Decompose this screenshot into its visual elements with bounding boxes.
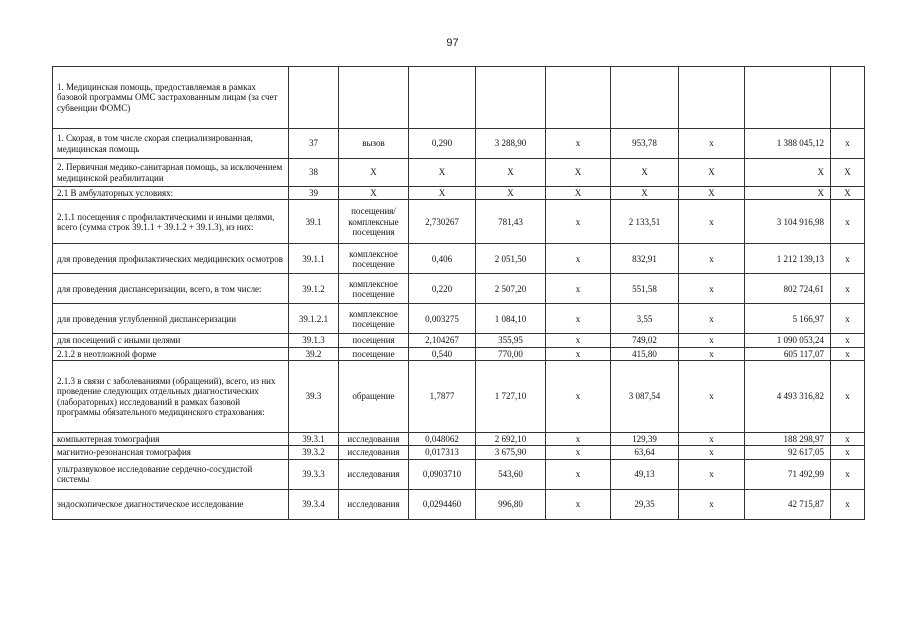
row-volume-norm-cell: 0,017313 xyxy=(409,446,476,459)
row-total-cell: 802 724,61 xyxy=(745,274,831,304)
row-code-cell: 39.1 xyxy=(289,200,339,244)
row-name-cell: магнитно-резонансная томография xyxy=(53,446,289,459)
row-col10-cell: х xyxy=(831,433,865,446)
row-total-cell: 3 104 916,98 xyxy=(745,200,831,244)
row-cost-norm-cell: 2 051,50 xyxy=(476,244,546,274)
row-cost-norm-cell: 1 727,10 xyxy=(476,361,546,433)
row-volume-norm-cell: Х xyxy=(409,159,476,187)
page-number: 97 xyxy=(446,37,459,49)
row-col10-cell: х xyxy=(831,489,865,519)
row-volume-norm-cell: Х xyxy=(409,187,476,200)
row-col10-cell: х xyxy=(831,347,865,360)
row-per-capita-cell: 415,80 xyxy=(611,347,679,360)
row-name-cell: для проведения профилактических медицинских осмотров xyxy=(53,244,289,274)
row-col8-cell: Х xyxy=(679,159,745,187)
row-code-cell: 39.1.2.1 xyxy=(289,304,339,334)
row-unit-cell: исследования xyxy=(339,459,409,489)
row-name-cell: для проведения углубленной диспансеризации xyxy=(53,304,289,334)
row-code-cell: 39.3.2 xyxy=(289,446,339,459)
row-col10-cell: Х xyxy=(831,159,865,187)
row-col10-cell: х xyxy=(831,304,865,334)
row-name-cell: 2.1.1 посещения с профилактическими и иными целями, всего (сумма строк 39.1.1 + 39.1.2 + 39.1.3), из них: xyxy=(53,200,289,244)
row-unit-cell: комплексное посещение xyxy=(339,304,409,334)
row-name-cell: компьютерная томография xyxy=(53,433,289,446)
row-unit-cell: исследования xyxy=(339,489,409,519)
row-col10-cell: х xyxy=(831,200,865,244)
row-per-capita-cell: 49,13 xyxy=(611,459,679,489)
row-col10-cell: х xyxy=(831,274,865,304)
table-row xyxy=(53,446,865,459)
row-code-cell: 39.3 xyxy=(289,361,339,433)
row-col10-cell: Х xyxy=(831,187,865,200)
row-col6-cell: Х xyxy=(546,187,611,200)
row-volume-norm-cell: 0,0294460 xyxy=(409,489,476,519)
row-name-cell: для посещений с иными целями xyxy=(53,334,289,347)
row-cost-norm-cell: 2 692,10 xyxy=(476,433,546,446)
row-cost-norm-cell: 355,95 xyxy=(476,334,546,347)
row-code-cell: 38 xyxy=(289,159,339,187)
row-volume-norm-cell: 0,003275 xyxy=(409,304,476,334)
row-code-cell: 39.3.1 xyxy=(289,433,339,446)
row-total-cell: 4 493 316,82 xyxy=(745,361,831,433)
row-col6-cell: х xyxy=(546,200,611,244)
row-col8-cell: х xyxy=(679,433,745,446)
table-row xyxy=(53,274,865,304)
row-per-capita-cell xyxy=(611,67,679,129)
row-col8-cell: х xyxy=(679,347,745,360)
row-total-cell: 71 492,99 xyxy=(745,459,831,489)
row-volume-norm-cell: 2,104267 xyxy=(409,334,476,347)
table-row xyxy=(53,347,865,360)
row-per-capita-cell: Х xyxy=(611,159,679,187)
row-total-cell: 1 090 053,24 xyxy=(745,334,831,347)
row-total-cell: 1 388 045,12 xyxy=(745,129,831,159)
row-cost-norm-cell: 3 288,90 xyxy=(476,129,546,159)
row-total-cell xyxy=(745,67,831,129)
row-name-cell: 2.1.3 в связи с заболеваниями (обращений), всего, из них проведение следующих отдельных диагностических (лабораторных) исследований в рамках базовой программы обязательного медицинского страхования: xyxy=(53,361,289,433)
row-name-cell: для проведения диспансеризации, всего, в том числе: xyxy=(53,274,289,304)
row-col8-cell: х xyxy=(679,361,745,433)
row-col6-cell: х xyxy=(546,433,611,446)
table-row xyxy=(53,244,865,274)
row-volume-norm-cell: 2,730267 xyxy=(409,200,476,244)
row-unit-cell: посещение xyxy=(339,347,409,360)
row-unit-cell: Х xyxy=(339,159,409,187)
row-volume-norm-cell: 0,406 xyxy=(409,244,476,274)
row-unit-cell: обращение xyxy=(339,361,409,433)
row-cost-norm-cell: 543,60 xyxy=(476,459,546,489)
data-table xyxy=(52,66,865,520)
row-total-cell: 42 715,87 xyxy=(745,489,831,519)
row-col10-cell: х xyxy=(831,244,865,274)
row-col10-cell: х xyxy=(831,129,865,159)
row-col8-cell: х xyxy=(679,304,745,334)
row-col8-cell: х xyxy=(679,446,745,459)
row-col6-cell: х xyxy=(546,361,611,433)
row-per-capita-cell: 749,02 xyxy=(611,334,679,347)
row-name-cell: ультразвуковое исследование сердечно-сосудистой системы xyxy=(53,459,289,489)
row-col8-cell: х xyxy=(679,459,745,489)
row-per-capita-cell: 63,64 xyxy=(611,446,679,459)
row-total-cell: Х xyxy=(745,187,831,200)
row-col6-cell: х xyxy=(546,244,611,274)
row-name-cell: 2. Первичная медико-санитарная помощь, за исключением медицинской реабилитации xyxy=(53,159,289,187)
row-col6-cell: х xyxy=(546,304,611,334)
table-body xyxy=(53,67,865,520)
table-row xyxy=(53,67,865,129)
row-per-capita-cell: 3 087,54 xyxy=(611,361,679,433)
row-col8-cell: х xyxy=(679,200,745,244)
row-name-cell: 1. Скорая, в том числе скорая специализированная, медицинская помощь xyxy=(53,129,289,159)
row-cost-norm-cell: Х xyxy=(476,159,546,187)
row-cost-norm-cell: 1 084,10 xyxy=(476,304,546,334)
row-cost-norm-cell: 2 507,20 xyxy=(476,274,546,304)
row-per-capita-cell: 3,55 xyxy=(611,304,679,334)
row-per-capita-cell: Х xyxy=(611,187,679,200)
row-col8-cell: х xyxy=(679,489,745,519)
row-col8-cell: х xyxy=(679,334,745,347)
row-name-cell: 1. Медицинская помощь, предоставляемая в рамках базовой программы ОМС застрахованным лицам (за счет субвенции ФОМС) xyxy=(53,67,289,129)
row-code-cell: 39.3.4 xyxy=(289,489,339,519)
row-col10-cell: х xyxy=(831,361,865,433)
row-per-capita-cell: 832,91 xyxy=(611,244,679,274)
row-unit-cell: комплексное посещение xyxy=(339,244,409,274)
row-unit-cell: посещения/комплексные посещения xyxy=(339,200,409,244)
row-unit-cell xyxy=(339,67,409,129)
row-col8-cell: Х xyxy=(679,187,745,200)
table-row xyxy=(53,459,865,489)
row-per-capita-cell: 551,58 xyxy=(611,274,679,304)
row-total-cell: 188 298,97 xyxy=(745,433,831,446)
row-unit-cell: комплексное посещение xyxy=(339,274,409,304)
row-name-cell: эндоскопическое диагностическое исследование xyxy=(53,489,289,519)
table-row xyxy=(53,200,865,244)
row-col10-cell: х xyxy=(831,459,865,489)
table-row xyxy=(53,489,865,519)
row-col6-cell: х xyxy=(546,334,611,347)
row-cost-norm-cell xyxy=(476,67,546,129)
row-code-cell: 39 xyxy=(289,187,339,200)
table-row xyxy=(53,334,865,347)
table-row xyxy=(53,361,865,433)
row-volume-norm-cell xyxy=(409,67,476,129)
row-col10-cell xyxy=(831,67,865,129)
row-col6-cell: х xyxy=(546,129,611,159)
table-row xyxy=(53,304,865,334)
table-row xyxy=(53,129,865,159)
row-col10-cell: х xyxy=(831,334,865,347)
row-code-cell: 39.2 xyxy=(289,347,339,360)
row-per-capita-cell: 29,35 xyxy=(611,489,679,519)
row-volume-norm-cell: 1,7877 xyxy=(409,361,476,433)
row-total-cell: 5 166,97 xyxy=(745,304,831,334)
row-col8-cell: х xyxy=(679,244,745,274)
row-code-cell: 39.3.3 xyxy=(289,459,339,489)
row-col8-cell xyxy=(679,67,745,129)
row-per-capita-cell: 953,78 xyxy=(611,129,679,159)
row-code-cell: 37 xyxy=(289,129,339,159)
row-unit-cell: посещения xyxy=(339,334,409,347)
table-row xyxy=(53,187,865,200)
row-col8-cell: х xyxy=(679,274,745,304)
row-cost-norm-cell: Х xyxy=(476,187,546,200)
row-total-cell: 92 617,05 xyxy=(745,446,831,459)
row-volume-norm-cell: 0,220 xyxy=(409,274,476,304)
row-cost-norm-cell: 781,43 xyxy=(476,200,546,244)
row-col6-cell xyxy=(546,67,611,129)
row-unit-cell: вызов xyxy=(339,129,409,159)
row-total-cell: Х xyxy=(745,159,831,187)
row-col6-cell: х xyxy=(546,347,611,360)
table-row xyxy=(53,159,865,187)
row-name-cell: 2.1 В амбулаторных условиях: xyxy=(53,187,289,200)
row-cost-norm-cell: 770,00 xyxy=(476,347,546,360)
row-total-cell: 605 117,07 xyxy=(745,347,831,360)
row-volume-norm-cell: 0,048062 xyxy=(409,433,476,446)
row-code-cell: 39.1.2 xyxy=(289,274,339,304)
row-volume-norm-cell: 0,290 xyxy=(409,129,476,159)
row-col6-cell: х xyxy=(546,489,611,519)
row-code-cell xyxy=(289,67,339,129)
row-unit-cell: исследования xyxy=(339,446,409,459)
row-unit-cell: Х xyxy=(339,187,409,200)
row-col6-cell: х xyxy=(546,446,611,459)
row-name-cell: 2.1.2 в неотложной форме xyxy=(53,347,289,360)
row-code-cell: 39.1.3 xyxy=(289,334,339,347)
row-cost-norm-cell: 996,80 xyxy=(476,489,546,519)
row-per-capita-cell: 2 133,51 xyxy=(611,200,679,244)
row-unit-cell: исследования xyxy=(339,433,409,446)
row-volume-norm-cell: 0,540 xyxy=(409,347,476,360)
row-col6-cell: х xyxy=(546,274,611,304)
table-row xyxy=(53,433,865,446)
row-code-cell: 39.1.1 xyxy=(289,244,339,274)
row-total-cell: 1 212 139,13 xyxy=(745,244,831,274)
row-col6-cell: х xyxy=(546,459,611,489)
row-col6-cell: Х xyxy=(546,159,611,187)
row-col8-cell: х xyxy=(679,129,745,159)
row-col10-cell: х xyxy=(831,446,865,459)
row-cost-norm-cell: 3 675,90 xyxy=(476,446,546,459)
row-per-capita-cell: 129,39 xyxy=(611,433,679,446)
row-volume-norm-cell: 0,0903710 xyxy=(409,459,476,489)
